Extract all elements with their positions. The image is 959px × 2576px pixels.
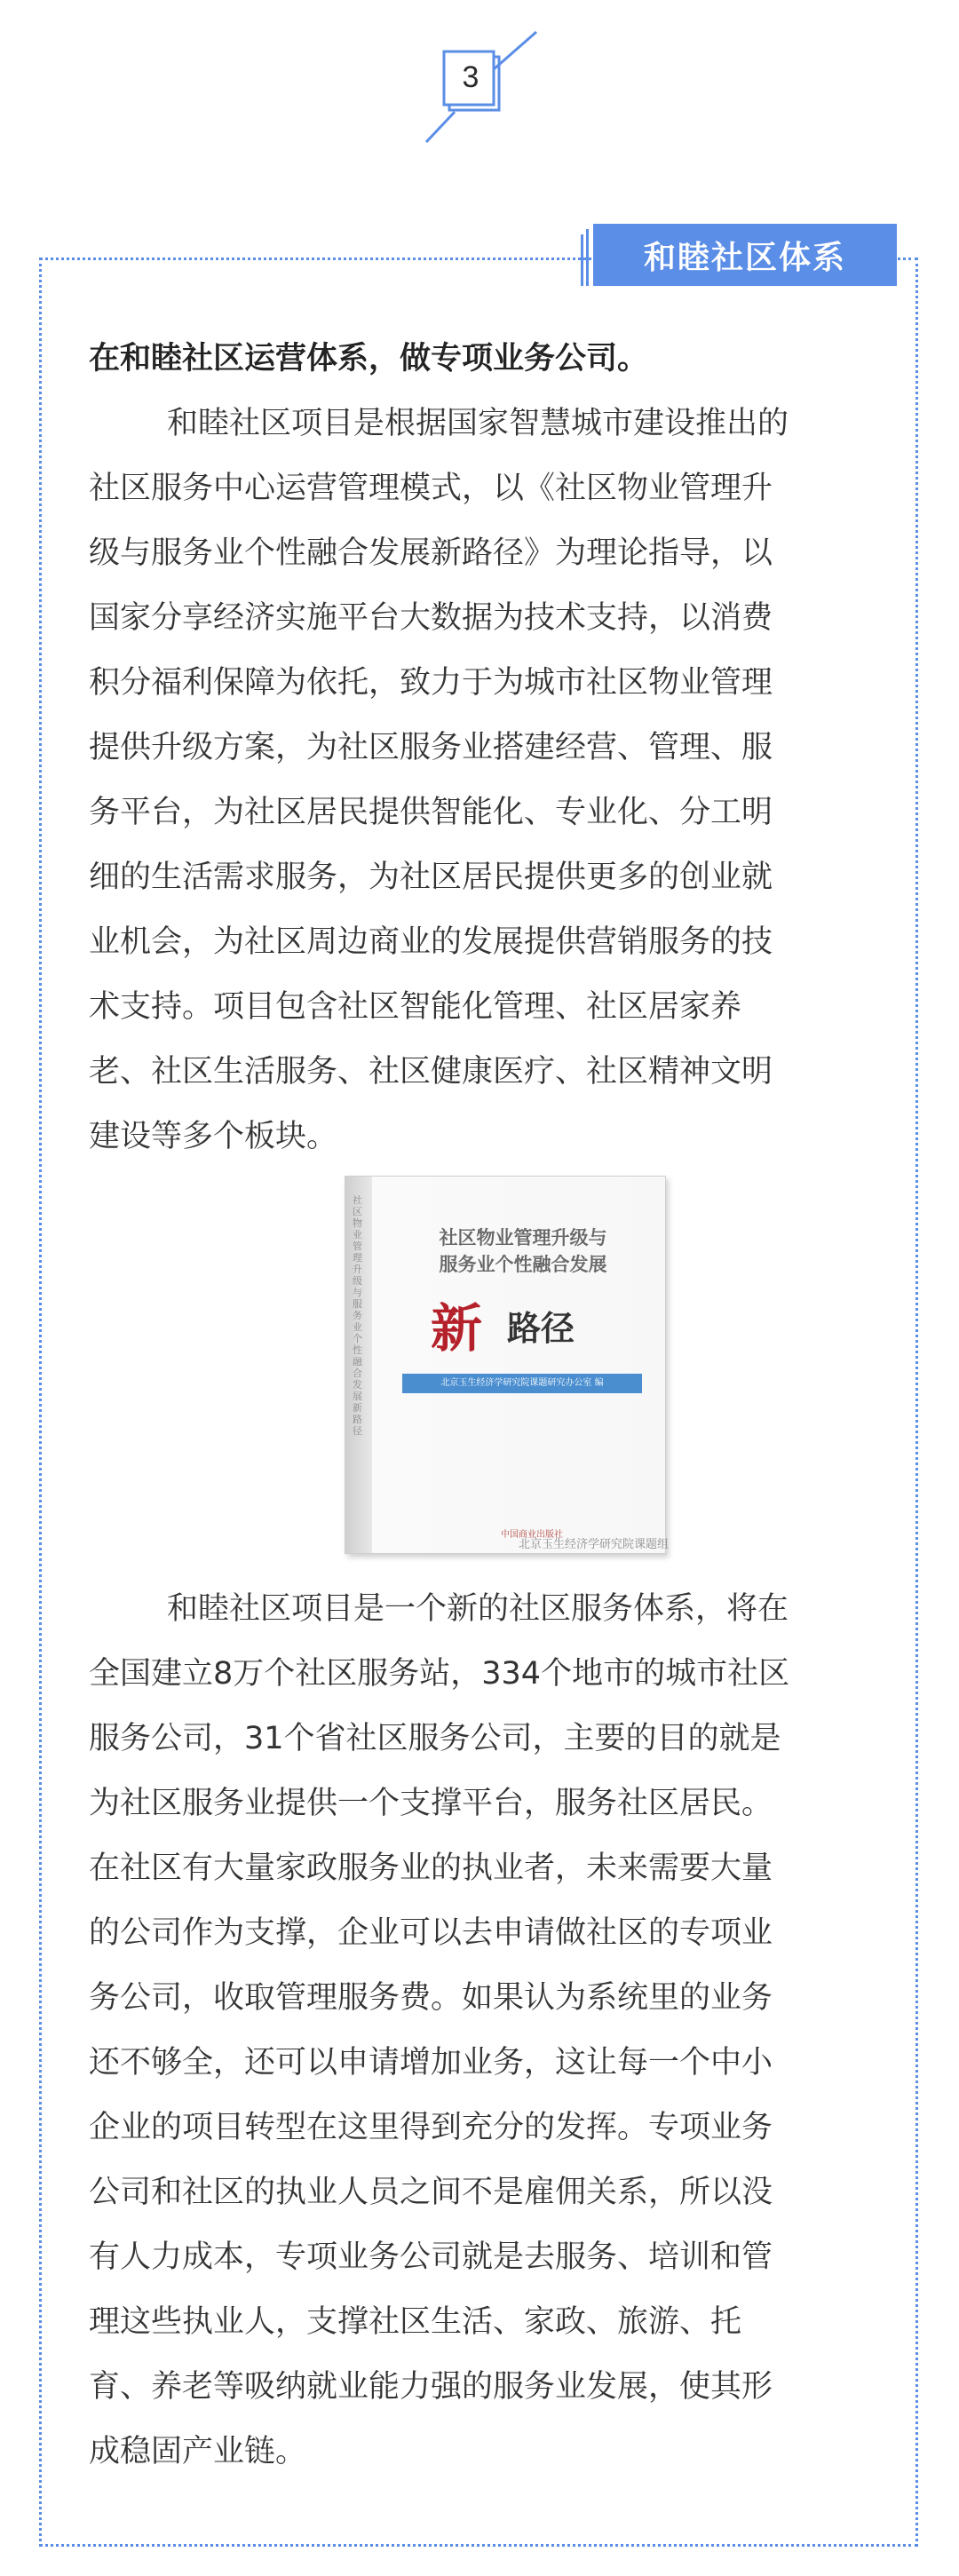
book-spine xyxy=(345,1177,372,1553)
paragraph-line: 业机会，为社区周边商业的发展提供营销服务的技 xyxy=(89,924,773,960)
paragraph-line: 在社区有大量家政服务业的执业者，未来需要大量 xyxy=(89,1851,773,1886)
lead-heading: 在和睦社区运营体系，做专项业务公司。 xyxy=(89,341,649,376)
section-tag: 和睦社区体系 xyxy=(593,224,897,286)
section-number-header xyxy=(0,0,959,160)
paragraph-line: 和睦社区项目是根据国家智慧城市建设推出的 xyxy=(167,406,789,441)
paragraph-line: 术支持。项目包含社区智能化管理、社区居家养 xyxy=(89,989,742,1025)
paragraph-line: 还不够全，还可以申请增加业务，这让每一个中小 xyxy=(89,2045,773,2081)
section-number: 3 xyxy=(462,59,480,94)
paragraph-line: 公司和社区的执业人员之间不是雇佣关系，所以没 xyxy=(89,2175,773,2210)
paragraph-line: 级与服务业个性融合发展新路径》为理论指导，以 xyxy=(89,535,773,571)
tag-decoration xyxy=(586,229,589,286)
paragraph-line: 国家分享经济实施平台大数据为技术支持，以消费 xyxy=(89,600,773,636)
tag-decoration xyxy=(581,234,583,286)
book-title-xin: 新 xyxy=(431,1298,483,1359)
paragraph-line: 社区服务中心运营管理模式，以《社区物业管理升 xyxy=(89,471,773,506)
paragraph-2 xyxy=(89,1577,874,2485)
paragraph-line: 服务公司，31个省社区服务公司，主要的目的就是 xyxy=(89,1721,781,1756)
book-cover-image xyxy=(337,1172,693,1563)
book-title xyxy=(390,1225,656,1278)
book-title-line: 社区物业管理升级与 xyxy=(439,1227,607,1248)
paragraph-line: 务平台，为社区居民提供智能化、专业化、分工明 xyxy=(89,795,773,830)
paragraph-line: 细的生活需求服务，为社区居民提供更多的创业就 xyxy=(89,860,773,895)
book-title-line: 服务业个性融合发展 xyxy=(439,1254,607,1275)
paragraph-line: 和睦社区项目是一个新的社区服务体系，将在 xyxy=(167,1591,789,1627)
paragraph-line: 成稳固产业链。 xyxy=(89,2434,307,2469)
paragraph-line: 建设等多个板块。 xyxy=(89,1119,338,1154)
paragraph-line: 企业的项目转型在这里得到充分的发挥。专项业务 xyxy=(89,2110,773,2145)
image-watermark: 北京玉生经济学研究院课题组 xyxy=(519,1538,670,1551)
paragraph-line: 理这些执业人，支撑社区生活、家政、旅游、托 xyxy=(89,2304,742,2340)
paragraph-line: 老、社区生活服务、社区健康医疗、社区精神文明 xyxy=(89,1054,773,1090)
paragraph-line: 的公司作为支撑，企业可以去申请做社区的专项业 xyxy=(89,1915,773,1951)
book-cover xyxy=(345,1176,666,1554)
book-publisher: 中国商业出版社 xyxy=(501,1530,563,1540)
paragraph-line: 提供升级方案，为社区服务业搭建经营、管理、服 xyxy=(89,730,773,765)
book-author-band: 北京玉生经济学研究院课题研究办公室 编 xyxy=(402,1374,642,1393)
paragraph-line: 务公司，收取管理服务费。如果认为系统里的业务 xyxy=(89,1980,773,2016)
paragraph-line: 全国建立8万个社区服务站，334个地市的城市社区 xyxy=(89,1656,790,1692)
paragraph-line: 育、养老等吸纳就业能力强的服务业发展，使其形 xyxy=(89,2369,773,2405)
book-spine-text: 社区物业管理升级与服务业个性融合发展新路径 xyxy=(353,1194,362,1437)
paragraph-line: 为社区服务业提供一个支撑平台，服务社区居民。 xyxy=(89,1786,773,1821)
paragraph-1 xyxy=(89,392,874,1169)
paragraph-line: 有人力成本，专项业务公司就是去服务、培训和管 xyxy=(89,2239,773,2275)
paragraph-line: 积分福利保障为依托，致力于为城市社区物业管理 xyxy=(89,665,773,701)
book-title-lujing: 路径 xyxy=(507,1308,575,1348)
